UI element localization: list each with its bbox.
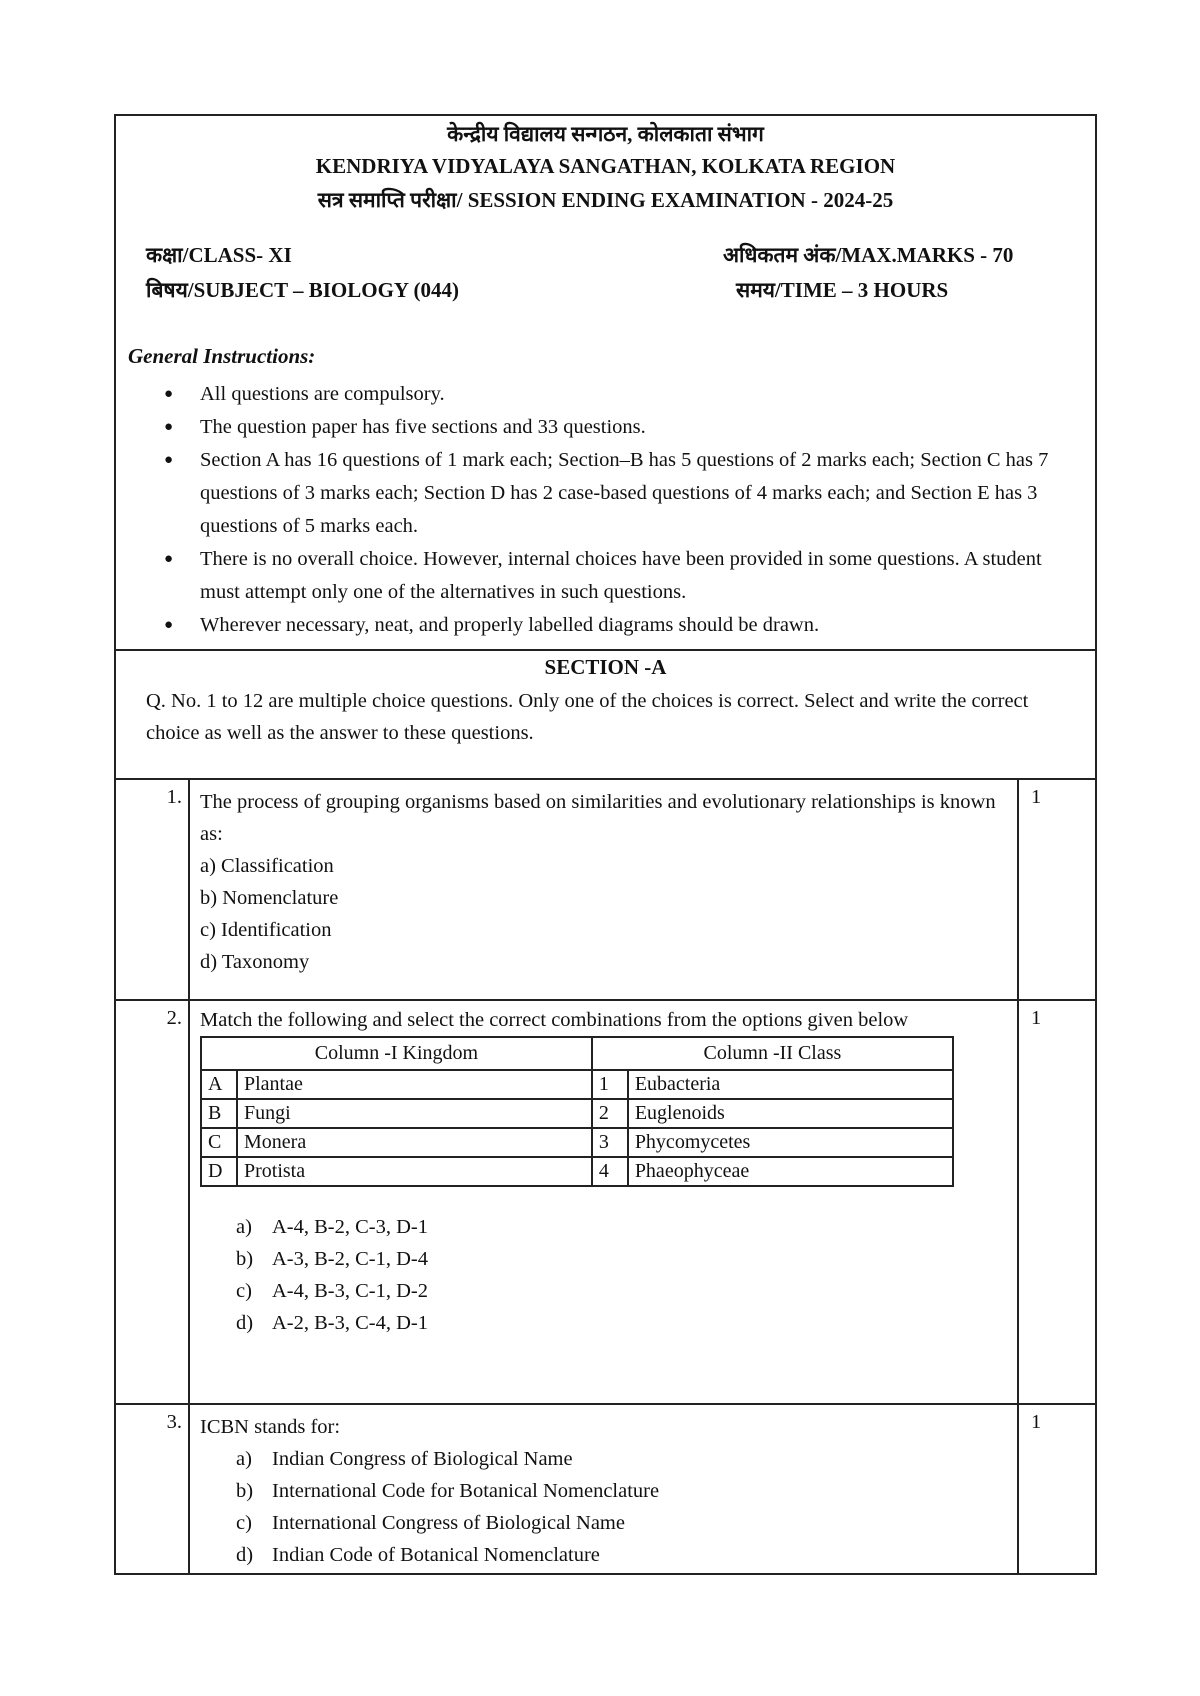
option-a: a) Indian Congress of Biological Name — [236, 1448, 573, 1470]
max-marks: अधिकतम अंक/MAX.MARKS - 70 — [723, 243, 1014, 267]
bullet-icon: ● — [164, 617, 174, 633]
question-marks: 1 — [1031, 786, 1042, 808]
question-text: Match the following and select the correct combinations from the options given below — [200, 1009, 909, 1031]
bullet-icon: ● — [164, 386, 174, 402]
instruction-item: ● There is no overall choice. However, internal choices have been provided in some questions. A student must attempt only one of the alternatives in such questions. — [116, 543, 1086, 609]
question-number: 1. — [116, 780, 190, 999]
exam-title-english: / SESSION ENDING EXAMINATION - 2024-25 — [456, 188, 894, 212]
question-1 — [116, 780, 1095, 1001]
option-c: c) International Congress of Biological Name — [236, 1512, 625, 1534]
option-b: b) International Code for Botanical Nomenclature — [236, 1480, 660, 1502]
section-description: Q. No. 1 to 12 are multiple choice questions. Only one of the choices is correct. Select and write the correct choice as well as the answer to these questions. — [146, 690, 1029, 744]
subject-label: बिषय/SUBJECT – BIOLOGY (044) — [146, 278, 460, 302]
question-marks: 1 — [1031, 1411, 1042, 1433]
instructions-list — [116, 378, 1086, 642]
question-3 — [116, 1405, 1095, 1573]
question-marks: 1 — [1031, 1007, 1042, 1029]
question-body — [190, 780, 1019, 999]
option-b: b) A-3, B-2, C-1, D-4 — [236, 1248, 429, 1270]
section-a-header — [116, 651, 1095, 780]
question-body — [190, 1001, 1019, 1403]
general-instructions-title: General Instructions: — [128, 344, 316, 368]
option-b: b) Nomenclature — [200, 887, 339, 909]
bullet-icon: ● — [164, 551, 174, 567]
question-2 — [116, 1001, 1095, 1405]
bullet-icon: ● — [164, 419, 174, 435]
exam-title — [116, 186, 1095, 214]
option-c: c) A-4, B-3, C-1, D-2 — [236, 1280, 429, 1302]
column-2-header: Column -II Class — [592, 1037, 953, 1070]
instruction-item: ● Wherever necessary, neat, and properly labelled diagrams should be drawn. — [116, 609, 1086, 642]
table-row: D Protista 4 Phaeophyceae — [201, 1157, 953, 1186]
table-row: C Monera 3 Phycomycetes — [201, 1128, 953, 1157]
question-number: 3. — [116, 1405, 190, 1573]
column-1-header: Column -I Kingdom — [201, 1037, 592, 1070]
match-table — [200, 1036, 954, 1187]
section-title: SECTION -A — [544, 655, 667, 679]
option-a: a) A-4, B-2, C-3, D-1 — [236, 1216, 429, 1238]
question-text: ICBN stands for: — [200, 1416, 341, 1438]
exam-title-hindi: सत्र समाप्ति परीक्षा — [317, 188, 457, 212]
question-text: The process of grouping organisms based on similarities and evolutionary relationships is known as: — [200, 791, 996, 845]
option-a: a) Classification — [200, 855, 334, 877]
option-d: d) A-2, B-3, C-4, D-1 — [236, 1312, 429, 1334]
instruction-item: ● All questions are compulsory. — [116, 378, 1086, 411]
instruction-item: ● Section A has 16 questions of 1 mark each; Section–B has 5 questions of 2 marks each; Section C has 7 questions of 3 marks each; Section D has 2 case-based questions of 4 marks each; and Section E has 3 questions of 5 marks each. — [116, 444, 1086, 543]
table-row: B Fungi 2 Euglenoids — [201, 1099, 953, 1128]
paper-header — [116, 116, 1095, 651]
org-name: KENDRIYA VIDYALAYA SANGATHAN, KOLKATA REGION — [315, 154, 896, 178]
question-paper — [114, 114, 1097, 1575]
option-c: c) Identification — [200, 919, 332, 941]
table-row: A Plantae 1 Eubacteria — [201, 1070, 953, 1099]
option-d: d) Indian Code of Botanical Nomenclature — [236, 1544, 600, 1566]
org-name-hindi: केन्द्रीय विद्यालय सन्गठन, कोलकाता संभाग — [447, 122, 764, 146]
bullet-icon: ● — [164, 452, 174, 468]
option-d: d) Taxonomy — [200, 951, 310, 973]
question-number: 2. — [116, 1001, 190, 1403]
question-body — [190, 1405, 1019, 1573]
class-label: कक्षा/CLASS- XI — [146, 243, 292, 267]
time-label: समय/TIME – 3 HOURS — [736, 278, 949, 302]
instruction-item: ● The question paper has five sections and 33 questions. — [116, 411, 1086, 444]
